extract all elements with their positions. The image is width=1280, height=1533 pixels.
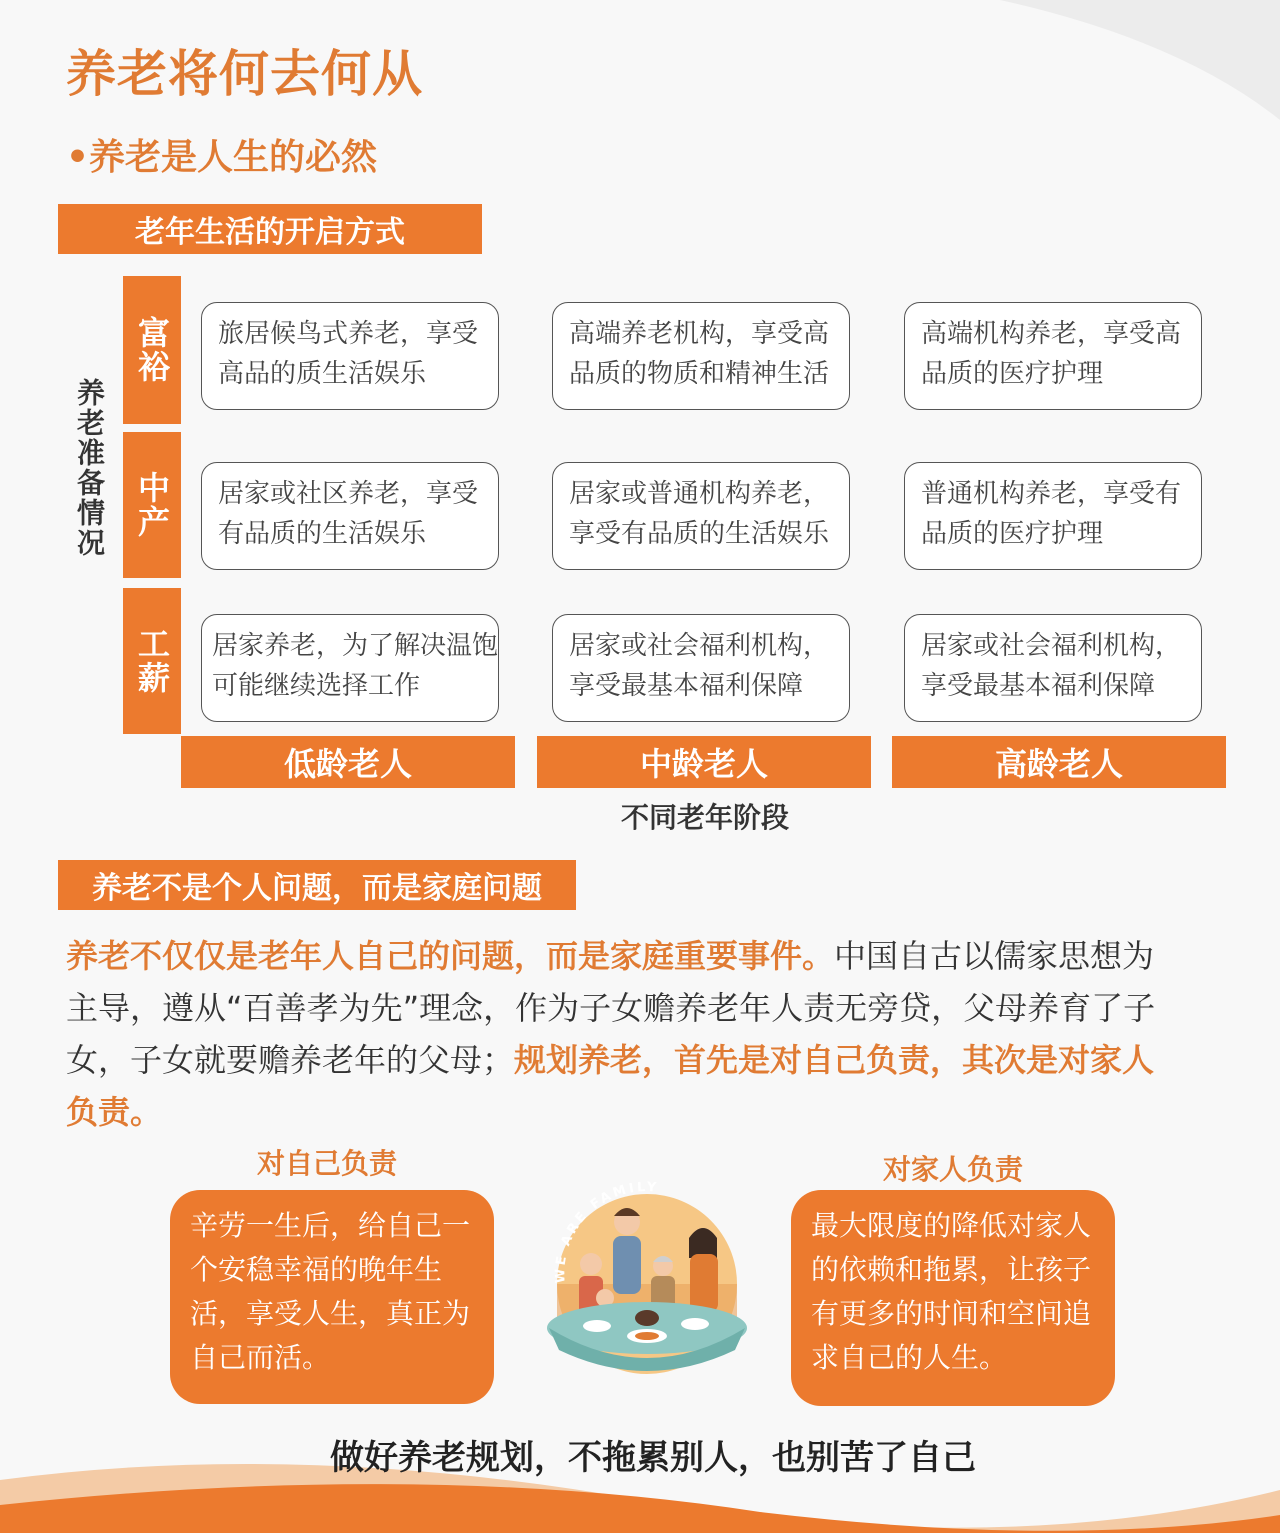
grid-cell: 居家养老，为了解决温饱可能继续选择工作: [201, 614, 499, 722]
paragraph-highlight: 养老不仅仅是老年人自己的问题，而是家庭重要事件。: [66, 937, 835, 975]
section-header-family: 养老不是个人问题，而是家庭问题: [58, 860, 576, 910]
illustration-arc-text: WE ARE FAMILY: [553, 1179, 660, 1284]
grid-cell: 居家或社会福利机构，享受最基本福利保障: [904, 614, 1202, 722]
card-title-family: 对家人负责: [882, 1153, 1023, 1186]
y-axis-label: 养老准备情况: [73, 378, 106, 558]
subtitle: •养老是人生的必然: [66, 137, 378, 178]
section-header-lifestyle: 老年生活的开启方式: [58, 204, 482, 254]
family-dinner-illustration: [535, 1178, 757, 1378]
page-title: 养老将何去何从: [66, 45, 423, 103]
body-paragraph: [66, 930, 1166, 1138]
grid-cell: 居家或普通机构养老，享受有品质的生活娱乐: [552, 462, 850, 570]
column-label-young-old: 低龄老人: [181, 736, 515, 788]
paragraph-highlight: 规划养老，首先是对自己负责，其次是对家人负责。: [66, 1041, 1155, 1131]
grid-cell: 居家或社会福利机构，享受最基本福利保障: [552, 614, 850, 722]
grid-cell: 高端机构养老，享受高品质的医疗护理: [904, 302, 1202, 410]
grid-cell: 居家或社区养老，享受有品质的生活娱乐: [201, 462, 499, 570]
row-label-wealthy: 富裕: [123, 276, 181, 424]
grid-cell: 高端养老机构，享受高品质的物质和精神生活: [552, 302, 850, 410]
row-label-middle-class: 中产: [123, 432, 181, 578]
x-axis-label: 不同老年阶段: [620, 801, 789, 834]
card-title-self: 对自己负责: [256, 1147, 397, 1180]
grid-cell: 普通机构养老，享受有品质的医疗护理: [904, 462, 1202, 570]
slogan: 做好养老规划，不拖累别人，也别苦了自己: [330, 1438, 976, 1478]
card-family: 最大限度的降低对家人的依赖和拖累，让孩子有更多的时间和空间追求自己的人生。: [791, 1190, 1115, 1406]
column-label-middle-old: 中龄老人: [537, 736, 871, 788]
column-label-oldest-old: 高龄老人: [892, 736, 1226, 788]
grid-cell: 旅居候鸟式养老，享受高品的质生活娱乐: [201, 302, 499, 410]
row-label-salaried: 工薪: [123, 588, 181, 734]
paragraph-text: 中国自古以儒家思想为主导，遵从“百善孝为先”理念，作为子女赡养老年人责无旁贷，父母养育了子女，子女就要赡养老年的父母；: [66, 937, 1156, 1079]
card-self: 辛劳一生后，给自己一个安稳幸福的晚年生活，享受人生，真正为自己而活。: [170, 1190, 494, 1404]
